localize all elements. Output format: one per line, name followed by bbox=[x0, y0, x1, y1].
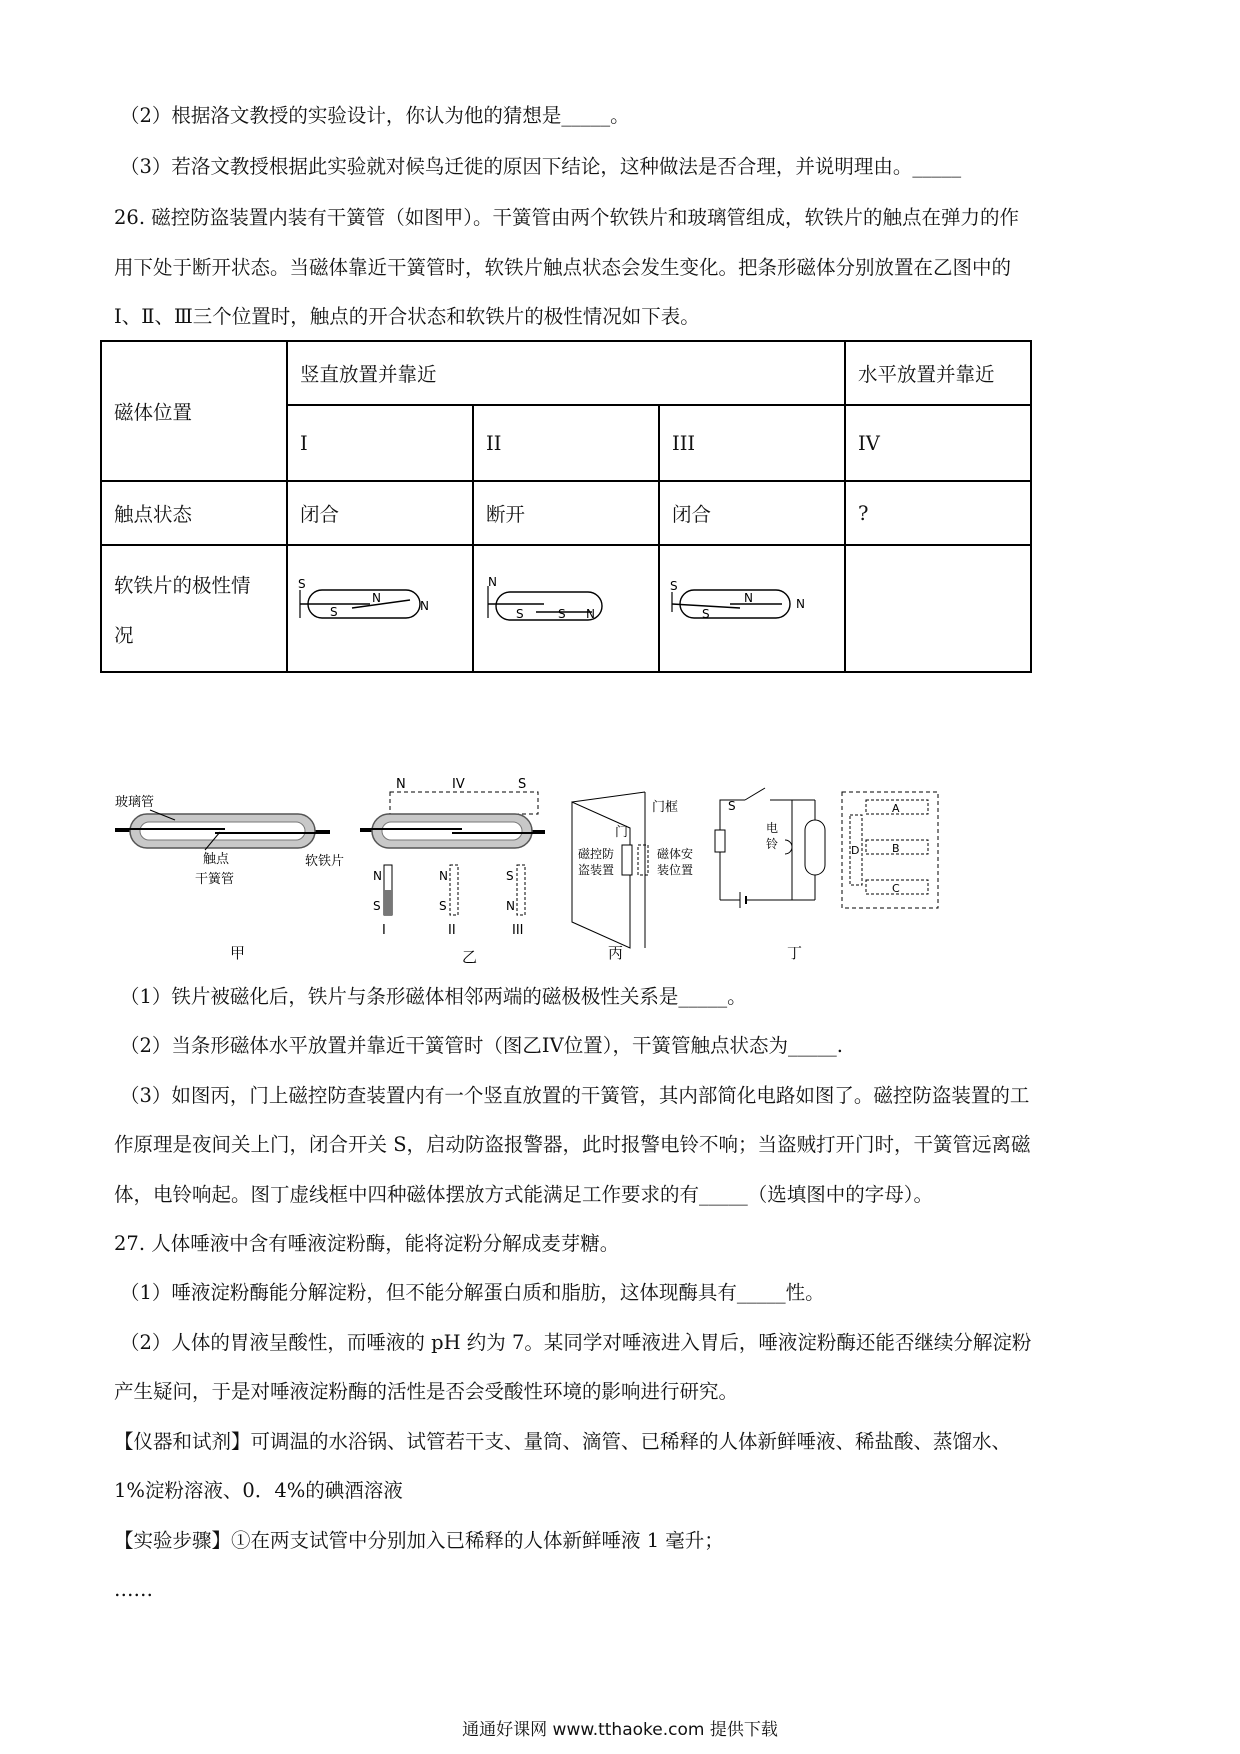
pole-label: N bbox=[796, 597, 805, 611]
polarity-ii-diagram bbox=[474, 546, 646, 666]
row-polarity-label-b: 况 bbox=[114, 623, 134, 647]
figure-ding-options bbox=[842, 792, 938, 908]
caption-bing: 丙 bbox=[608, 944, 624, 962]
pole-label: S bbox=[330, 605, 338, 619]
row-polarity bbox=[101, 545, 287, 672]
label-door-frame: 门框 bbox=[652, 800, 679, 815]
figure-ding bbox=[715, 788, 825, 962]
pole-label: S bbox=[702, 607, 710, 621]
position-iii: III bbox=[659, 405, 845, 481]
header-position: 磁体位置 bbox=[101, 341, 287, 481]
label-device-2: 盗装置 bbox=[578, 863, 615, 877]
polarity-iii-diagram bbox=[660, 546, 832, 666]
label-yi-s: S bbox=[518, 777, 527, 792]
q26-sub2: （2）当条形磁体水平放置并靠近干簧管时（图乙IV位置），干簧管触点状态为_____. bbox=[120, 1034, 843, 1057]
q26-sub3-line2: 作原理是夜间关上门，闭合开关 S，启动防盗报警器，此时报警电铃不响；当盗贼打开门时，干簧管远离磁 bbox=[114, 1133, 1031, 1156]
caption-jia: 甲 bbox=[230, 944, 246, 962]
q26-line1: 26. 磁控防盗装置内装有干簧管（如图甲）。干簧管由两个软铁片和玻璃管组成，软铁片的触点在弹力的作 bbox=[114, 206, 1019, 229]
position-i: I bbox=[287, 405, 473, 481]
option-a: A bbox=[892, 802, 900, 815]
label-magnet-1: 磁体安 bbox=[657, 847, 694, 861]
option-c: C bbox=[892, 882, 900, 895]
pole-label: N bbox=[586, 607, 595, 621]
label-yi-i-s: S bbox=[373, 899, 381, 913]
polarity-iii bbox=[659, 545, 845, 672]
q26-line2: 用下处于断开状态。当磁体靠近干簧管时，软铁片触点状态会发生变化。把条形磁体分别放置在乙图中的 bbox=[114, 256, 1012, 279]
label-yi-iii-s: S bbox=[506, 869, 514, 883]
label-yi-ii-n: N bbox=[439, 869, 448, 883]
label-magnet-2: 装位置 bbox=[657, 863, 694, 877]
caption-ding: 丁 bbox=[787, 944, 803, 962]
figure-yi bbox=[360, 777, 545, 966]
label-bell-2: 铃 bbox=[766, 837, 779, 851]
magnet-position-table bbox=[100, 340, 1032, 673]
pole-label: S bbox=[670, 579, 678, 593]
option-b: B bbox=[892, 842, 900, 855]
label-yi-n: N bbox=[396, 777, 406, 792]
position-ii: II bbox=[473, 405, 659, 481]
label-yi-i: I bbox=[382, 923, 386, 938]
label-glass-tube: 玻璃管 bbox=[115, 795, 155, 810]
polarity-i-diagram bbox=[288, 546, 460, 666]
option-d: D bbox=[851, 844, 860, 857]
q26-line3: Ⅰ、Ⅱ、Ⅲ三个位置时，触点的开合状态和软铁片的极性情况如下表。 bbox=[114, 305, 700, 328]
q25-sub2: （2）根据洛文教授的实验设计，你认为他的猜想是_____。 bbox=[120, 104, 630, 127]
q27-reagents-line2: 1%淀粉溶液、0．4%的碘酒溶液 bbox=[114, 1479, 403, 1502]
label-reed-tube: 干簧管 bbox=[195, 872, 235, 887]
row-polarity-label-a: 软铁片的极性情 bbox=[114, 573, 251, 597]
q26-sub1: （1）铁片被磁化后，铁片与条形磁体相邻两端的磁极极性关系是_____。 bbox=[120, 985, 747, 1008]
q27-ellipsis: …… bbox=[114, 1578, 153, 1601]
q27-steps: 【实验步骤】①在两支试管中分别加入已稀释的人体新鲜唾液 1 毫升； bbox=[114, 1529, 724, 1552]
pole-label: S bbox=[298, 577, 306, 591]
label-soft-iron: 软铁片 bbox=[305, 854, 345, 869]
label-door: 门 bbox=[615, 825, 629, 840]
polarity-i bbox=[287, 545, 473, 672]
label-yi-iii-n: N bbox=[506, 899, 515, 913]
page-footer: 通通好课网 www.tthaoke.com 提供下载 bbox=[462, 1720, 778, 1740]
label-yi-i-n: N bbox=[373, 869, 382, 883]
q26-figures bbox=[0, 770, 1240, 970]
position-iv: IV bbox=[845, 405, 1031, 481]
label-yi-ii: II bbox=[448, 923, 456, 938]
caption-yi: 乙 bbox=[462, 948, 478, 966]
contact-ii: 断开 bbox=[473, 481, 659, 545]
polarity-ii bbox=[473, 545, 659, 672]
pole-label: N bbox=[488, 575, 497, 589]
label-device-1: 磁控防 bbox=[578, 847, 615, 861]
pole-label: S bbox=[558, 607, 566, 621]
pole-label: S bbox=[516, 607, 524, 621]
label-contact: 触点 bbox=[203, 852, 230, 867]
q25-sub3: （3）若洛文教授根据此实验就对候鸟迁徙的原因下结论，这种做法是否合理，并说明理由。_____ bbox=[120, 155, 962, 178]
q27-line1: 27. 人体唾液中含有唾液淀粉酶，能将淀粉分解成麦芽糖。 bbox=[114, 1232, 620, 1255]
q27-sub1: （1）唾液淀粉酶能分解淀粉，但不能分解蛋白质和脂肪，这体现酶具有_____性。 bbox=[120, 1281, 825, 1304]
q27-sub2-line1: （2）人体的胃液呈酸性，而唾液的 pH 约为 7。某同学对唾液进入胃后，唾液淀粉酶还能否继续分解淀粉 bbox=[120, 1331, 1032, 1354]
figure-bing bbox=[572, 792, 693, 962]
q26-sub3-line1: （3）如图丙，门上磁控防查装置内有一个竖直放置的干簧管，其内部简化电路如图了。磁控防盗装置的工 bbox=[120, 1084, 1030, 1107]
polarity-iv bbox=[845, 545, 1031, 672]
row-contact-state: 触点状态 bbox=[101, 481, 287, 545]
contact-iv: ? bbox=[845, 481, 1031, 545]
contact-i: 闭合 bbox=[287, 481, 473, 545]
q26-sub3-line3: 体，电铃响起。图丁虚线框中四种磁体摆放方式能满足工作要求的有_____（选填图中的字母）。 bbox=[114, 1183, 934, 1206]
label-switch: S bbox=[728, 799, 736, 813]
pole-label: N bbox=[744, 591, 753, 605]
q27-reagents-line1: 【仪器和试剂】可调温的水浴锅、试管若干支、量筒、滴管、已稀释的人体新鲜唾液、稀盐酸、蒸馏水、 bbox=[114, 1430, 1012, 1453]
label-bell-1: 电 bbox=[766, 821, 779, 835]
pole-label: N bbox=[372, 591, 381, 605]
contact-iii: 闭合 bbox=[659, 481, 845, 545]
q27-sub2-line2: 产生疑问，于是对唾液淀粉酶的活性是否会受酸性环境的影响进行研究。 bbox=[114, 1380, 739, 1403]
pole-label: N bbox=[420, 599, 429, 613]
label-yi-iv: IV bbox=[452, 777, 465, 792]
header-vertical: 竖直放置并靠近 bbox=[287, 341, 845, 405]
figure-jia bbox=[115, 794, 344, 962]
label-yi-ii-s: S bbox=[439, 899, 447, 913]
label-yi-iii: III bbox=[512, 923, 524, 938]
header-horizontal: 水平放置并靠近 bbox=[845, 341, 1031, 405]
